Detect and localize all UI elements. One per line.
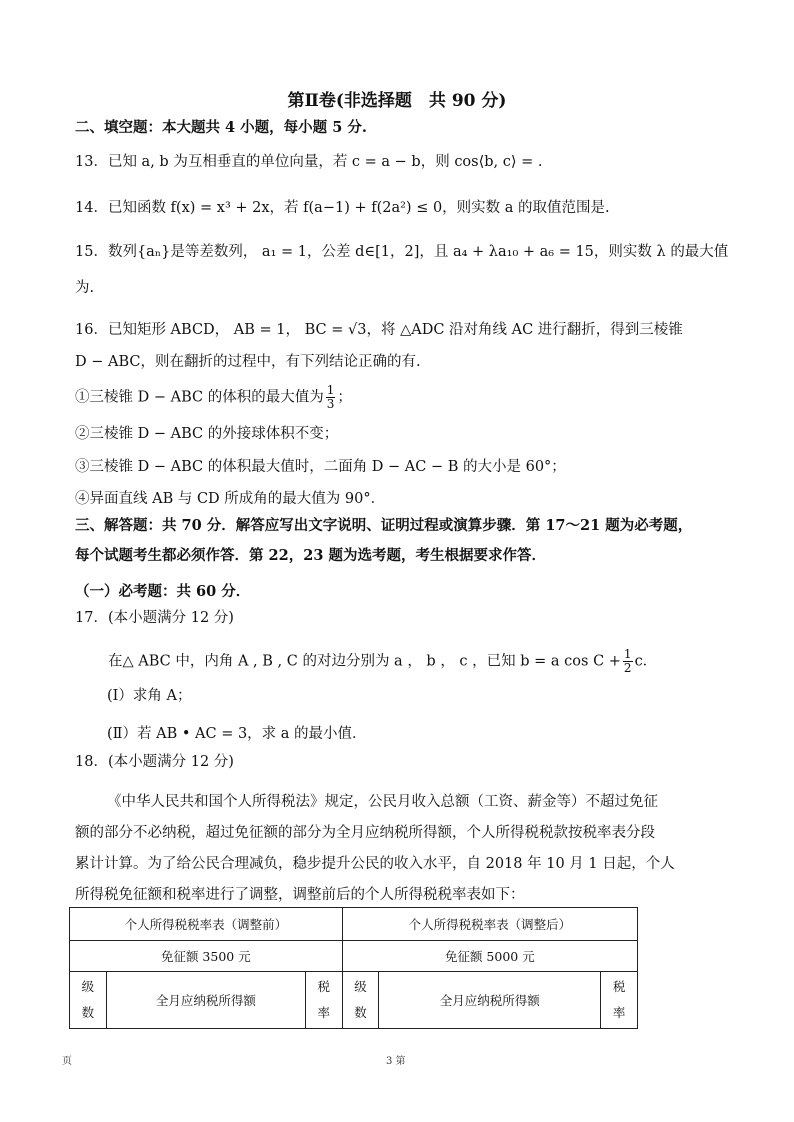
question-15-line-1: 15．数列{aₙ}是等差数列， a₁ = 1，公差 d∈[1，2]，且 a₄ + λa₁₀ + a₆ = 15，则实数 λ 的最大值 bbox=[75, 244, 729, 260]
fraction-denominator: 3 bbox=[326, 397, 335, 411]
header-level-char-1: 级 bbox=[81, 979, 95, 994]
question-16-option-2: ②三棱锥 D − ABC 的外接球体积不变； bbox=[75, 426, 339, 442]
fraction-numerator: 1 bbox=[623, 647, 632, 661]
header-rate-char-1: 税 bbox=[612, 979, 626, 994]
table-header-rate bbox=[305, 972, 342, 1029]
question-17-header: 17．(本小题满分 12 分) bbox=[75, 610, 234, 626]
question-16-option-3: ③三棱锥 D − ABC 的体积最大值时，二面角 D − AC − B 的大小是 60°； bbox=[75, 459, 566, 475]
table-before-exempt: 免征额 3500 元 bbox=[70, 941, 343, 972]
question-18-header: 18．(本小题满分 12 分) bbox=[75, 754, 234, 770]
question-18-paragraph-line-1: 《中华人民共和国个人所得税法》规定，公民月收入总额（工资、薪金等）不超过免征 bbox=[107, 794, 658, 810]
fraction-denominator: 2 bbox=[623, 661, 632, 675]
question-14: 14．已知函数 f(x) = x³ + 2x，若 f(a−1) + f(2a²) ≤ 0，则实数 a 的取值范围是. bbox=[75, 200, 610, 216]
question-15-line-2: 为. bbox=[75, 280, 95, 296]
required-questions-header: （一）必考题：共 60 分． bbox=[75, 583, 251, 600]
q17-body-text: 在△ ABC 中，内角 A , B , C 的对边分别为 a ， b ， c ，已知 b = a cos C + bbox=[108, 653, 621, 670]
page-title: 第Ⅱ卷(非选择题 共 90 分) bbox=[287, 91, 507, 111]
question-18-paragraph-line-4: 所得税免征额和税率进行了调整，调整前后的个人所得税税率表如下： bbox=[75, 887, 525, 903]
tax-rate-table bbox=[69, 907, 638, 1029]
q17-body-end: c． bbox=[634, 653, 658, 670]
table-header-rate bbox=[601, 972, 638, 1029]
fraction-numerator: 1 bbox=[326, 383, 335, 397]
section-solve-header-line-1: 三、解答题：共 70 分．解答应写出文字说明、证明过程或演算步骤．第 17～21 题为必考题， bbox=[75, 517, 693, 534]
table-header-level bbox=[70, 972, 107, 1029]
header-rate-char-1: 税 bbox=[317, 979, 331, 994]
table-before-title: 个人所得税税率表（调整前） bbox=[70, 908, 343, 941]
header-level-char-1: 级 bbox=[354, 979, 367, 994]
question-16-option-1 bbox=[75, 384, 352, 411]
fraction-one-third bbox=[326, 384, 336, 411]
table-row bbox=[70, 972, 638, 1029]
question-13: 13．已知 a, b 为互相垂直的单位向量，若 c = a − b，则 cos⟨b, c⟩ = . bbox=[75, 154, 543, 170]
question-17-part-2: (Ⅱ）若 AB • AC = 3，求 a 的最小值． bbox=[107, 726, 367, 742]
header-rate-char-2: 率 bbox=[612, 1005, 626, 1020]
section-solve-header-line-2: 每个试题考生都必须作答．第 22，23 题为选考题，考生根据要求作答． bbox=[75, 547, 546, 564]
table-header-income: 全月应纳税所得额 bbox=[106, 972, 305, 1029]
table-row bbox=[70, 908, 638, 941]
table-after-exempt: 免征额 5000 元 bbox=[342, 941, 637, 972]
question-17-body bbox=[108, 648, 657, 675]
option-1-text: ①三棱锥 D − ABC 的体积的最大值为 bbox=[75, 389, 324, 406]
header-level-char-2: 数 bbox=[354, 1005, 367, 1020]
question-16-option-4: ④异面直线 AB 与 CD 所成角的最大值为 90°． bbox=[75, 491, 386, 507]
question-16-line-2: D − ABC，则在翻折的过程中，有下列结论正确的有. bbox=[75, 354, 421, 370]
option-1-end: ； bbox=[337, 389, 352, 406]
fraction-one-half bbox=[623, 648, 633, 675]
question-17-part-1: (Ⅰ）求角 A； bbox=[107, 688, 192, 704]
footer-left: 页 bbox=[62, 1056, 72, 1067]
header-level-char-2: 数 bbox=[81, 1005, 95, 1020]
table-after-title: 个人所得税税率表（调整后） bbox=[342, 908, 637, 941]
question-16-line-1: 16．已知矩形 ABCD， AB = 1， BC = √3，将 △ADC 沿对角线 AC 进行翻折，得到三棱锥 bbox=[75, 322, 683, 338]
table-row bbox=[70, 941, 638, 972]
question-18-paragraph-line-2: 额的部分不必纳税，超过免征额的部分为全月应纳税所得额，个人所得税税款按税率表分段 bbox=[75, 825, 655, 841]
header-rate-char-2: 率 bbox=[317, 1005, 331, 1020]
footer-page-number: 3 第 bbox=[386, 1056, 406, 1067]
question-18-paragraph-line-3: 累计计算。为了给公民合理减负，稳步提升公民的收入水平，自 2018 年 10 月 1 日起，个人 bbox=[75, 856, 675, 872]
table-header-level bbox=[342, 972, 379, 1029]
table-header-income: 全月应纳税所得额 bbox=[379, 972, 601, 1029]
section-fill-blank-header: 二、填空题：本大题共 4 小题，每小题 5 分. bbox=[75, 119, 367, 136]
